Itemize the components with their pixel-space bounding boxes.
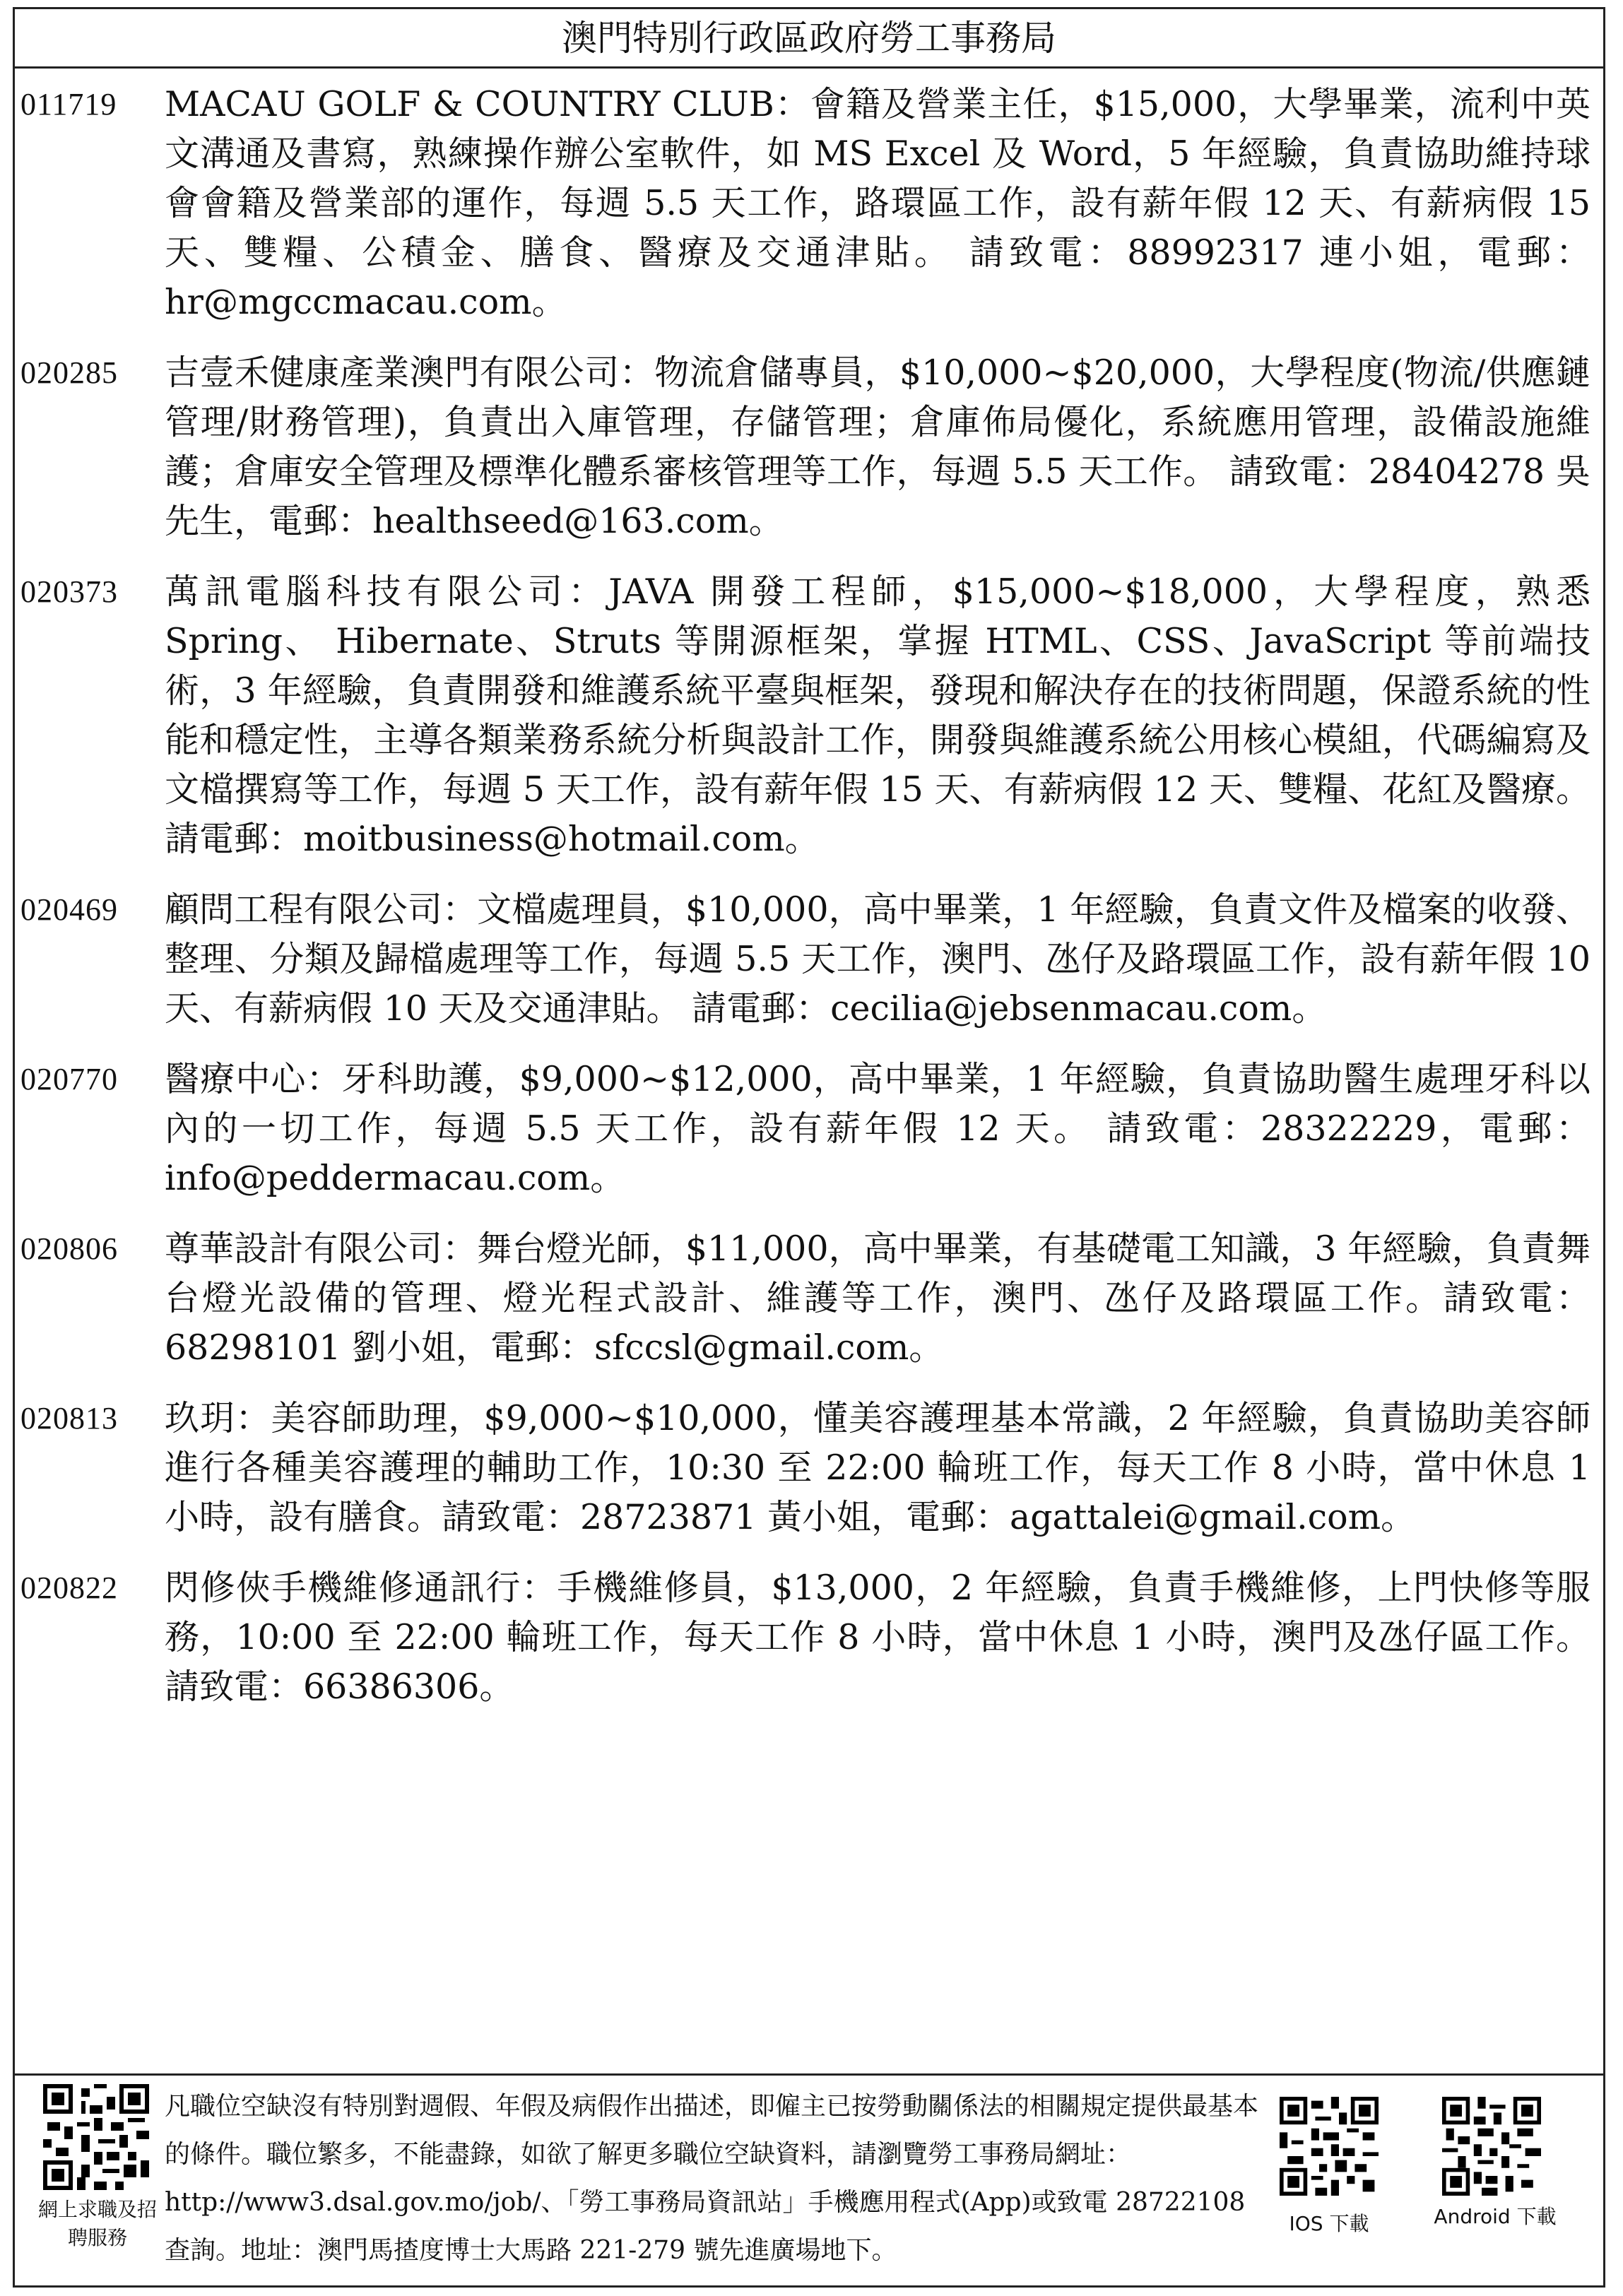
job-description: MACAU GOLF & COUNTRY CLUB：會籍及營業主任，$15,000，大學畢業，流利中英文溝通及書寫，熟練操作辦公室軟件，如 MS Excel 及 Word，5 年經驗，負責協助維持球會會籍及營業部的運作，每週 5.5 天工作，路環區工作，設有薪年假 12 天、有薪病假 15 天、雙糧、公積金、膳食、醫療及交通津貼。 請致電：88992317 連小姐，電郵：hr@mgccmacau.com。 [165,84,1590,322]
job-id: 020822 [20,1570,118,1605]
footer-notice: 凡職位空缺沒有特別對週假、年假及病假作出描述，即僱主已按勞動關係法的相關規定提供最基本的條件。職位繁多，不能盡錄，如欲了解更多職位空缺資料，請瀏覽勞工事務局網址：http://www3.dsal.gov.mo/job/、「勞工事務局資訊站」手機應用程式(App)或致電 28722108 查詢。地址：澳門馬揸度博士大馬路 221-279 號先進廣場地下。 [165,2092,1259,2265]
job-entry [15,1055,1603,1203]
job-entry [15,1563,1603,1712]
footer [15,2073,1603,2285]
job-id: 020813 [20,1401,118,1436]
job-entry [15,348,1603,546]
job-description: 萬訊電腦科技有限公司：JAVA 開發工程師，$15,000~$18,000，大學程度，熟悉 Spring、 Hibernate、Struts 等開源框架，掌握 HTML、CSS、JavaScript 等前端技術，3 年經驗，負責開發和維護系統平臺與框架，發現和解決存在的技術問題，保證系統的性能和穩定性，主導各類業務系統分析與設計工作，開發與維護系統公用核心模組，代碼編寫及文檔撰寫等工作，每週 5 天工作，設有薪年假 15 天、有薪病假 12 天、雙糧、花紅及醫療。 請電郵：moitbusiness@hotmail.com。 [165,572,1590,859]
android-download-label: Android 下載 [1434,2205,1557,2228]
job-id: 020770 [20,1062,118,1096]
android-download-qr-code[interactable] [1442,2097,1541,2196]
job-entry [15,567,1603,864]
job-portal-label: 網上求職及招聘服務 [37,2198,157,2249]
job-description: 玖玥：美容師助理，$9,000~$10,000，懂美容護理基本常識，2 年經驗，負責協助美容師進行各種美容護理的輔助工作，10:30 至 22:00 輪班工作，每天工作 8 小時，當中休息 1 小時，設有膳食。請致電：28723871 黃小姐，電郵：agattalei@gmail.com。 [165,1398,1590,1537]
job-listing-sheet [13,7,1605,2288]
job-entry [15,1224,1603,1373]
job-entry [15,1394,1603,1542]
job-description: 顧問工程有限公司：文檔處理員，$10,000，高中畢業，1 年經驗，負責文件及檔案的收發、整理、分類及歸檔處理等工作，每週 5.5 天工作，澳門、氹仔及路環區工作，設有薪年假 10 天、有薪病假 10 天及交通津貼。 請電郵：cecilia@jebsenmacau.com。 [165,889,1590,1029]
qr-code-icon [1280,2097,1379,2196]
job-id: 020285 [20,355,118,390]
job-id: 011719 [20,87,117,122]
ios-download-qr-code[interactable] [1280,2097,1379,2196]
job-entry [15,80,1603,327]
job-id: 020469 [20,892,118,927]
qr-code-icon [1442,2097,1541,2196]
job-entry [15,885,1603,1034]
qr-code-icon [43,2084,149,2190]
job-id: 020373 [20,574,118,609]
job-id: 020806 [20,1231,118,1266]
page-title: 澳門特別行政區政府勞工事務局 [15,9,1603,69]
job-description: 閃修俠手機維修通訊行：手機維修員，$13,000，2 年經驗，負責手機維修，上門快修等服務，10:00 至 22:00 輪班工作，每天工作 8 小時，當中休息 1 小時，澳門及氹仔區工作。請致電：66386306。 [165,1568,1590,1707]
ios-download-label: IOS 下載 [1289,2212,1369,2235]
job-description: 吉壹禾健康產業澳門有限公司：物流倉儲專員，$10,000~$20,000，大學程度(物流/供應鏈管理/財務管理)，負責出入庫管理，存儲管理；倉庫佈局優化，系統應用管理，設備設施維護；倉庫安全管理及標準化體系審核管理等工作，每週 5.5 天工作。 請致電：28404278 吳先生，電郵：healthseed@163.com。 [165,353,1590,541]
job-portal-qr-code[interactable] [43,2084,149,2190]
job-description: 醫療中心：牙科助護，$9,000~$12,000，高中畢業，1 年經驗，負責協助醫生處理牙科以內的一切工作，每週 5.5 天工作，設有薪年假 12 天。 請致電：28322229，電郵：info@peddermacau.com。 [165,1059,1590,1198]
job-description: 尊華設計有限公司：舞台燈光師，$11,000，高中畢業，有基礎電工知識，3 年經驗，負責舞台燈光設備的管理、燈光程式設計、維護等工作，澳門、氹仔及路環區工作。請致電：68298101 劉小姐，電郵：sfccsl@gmail.com。 [165,1229,1590,1368]
job-list [15,80,1603,1733]
